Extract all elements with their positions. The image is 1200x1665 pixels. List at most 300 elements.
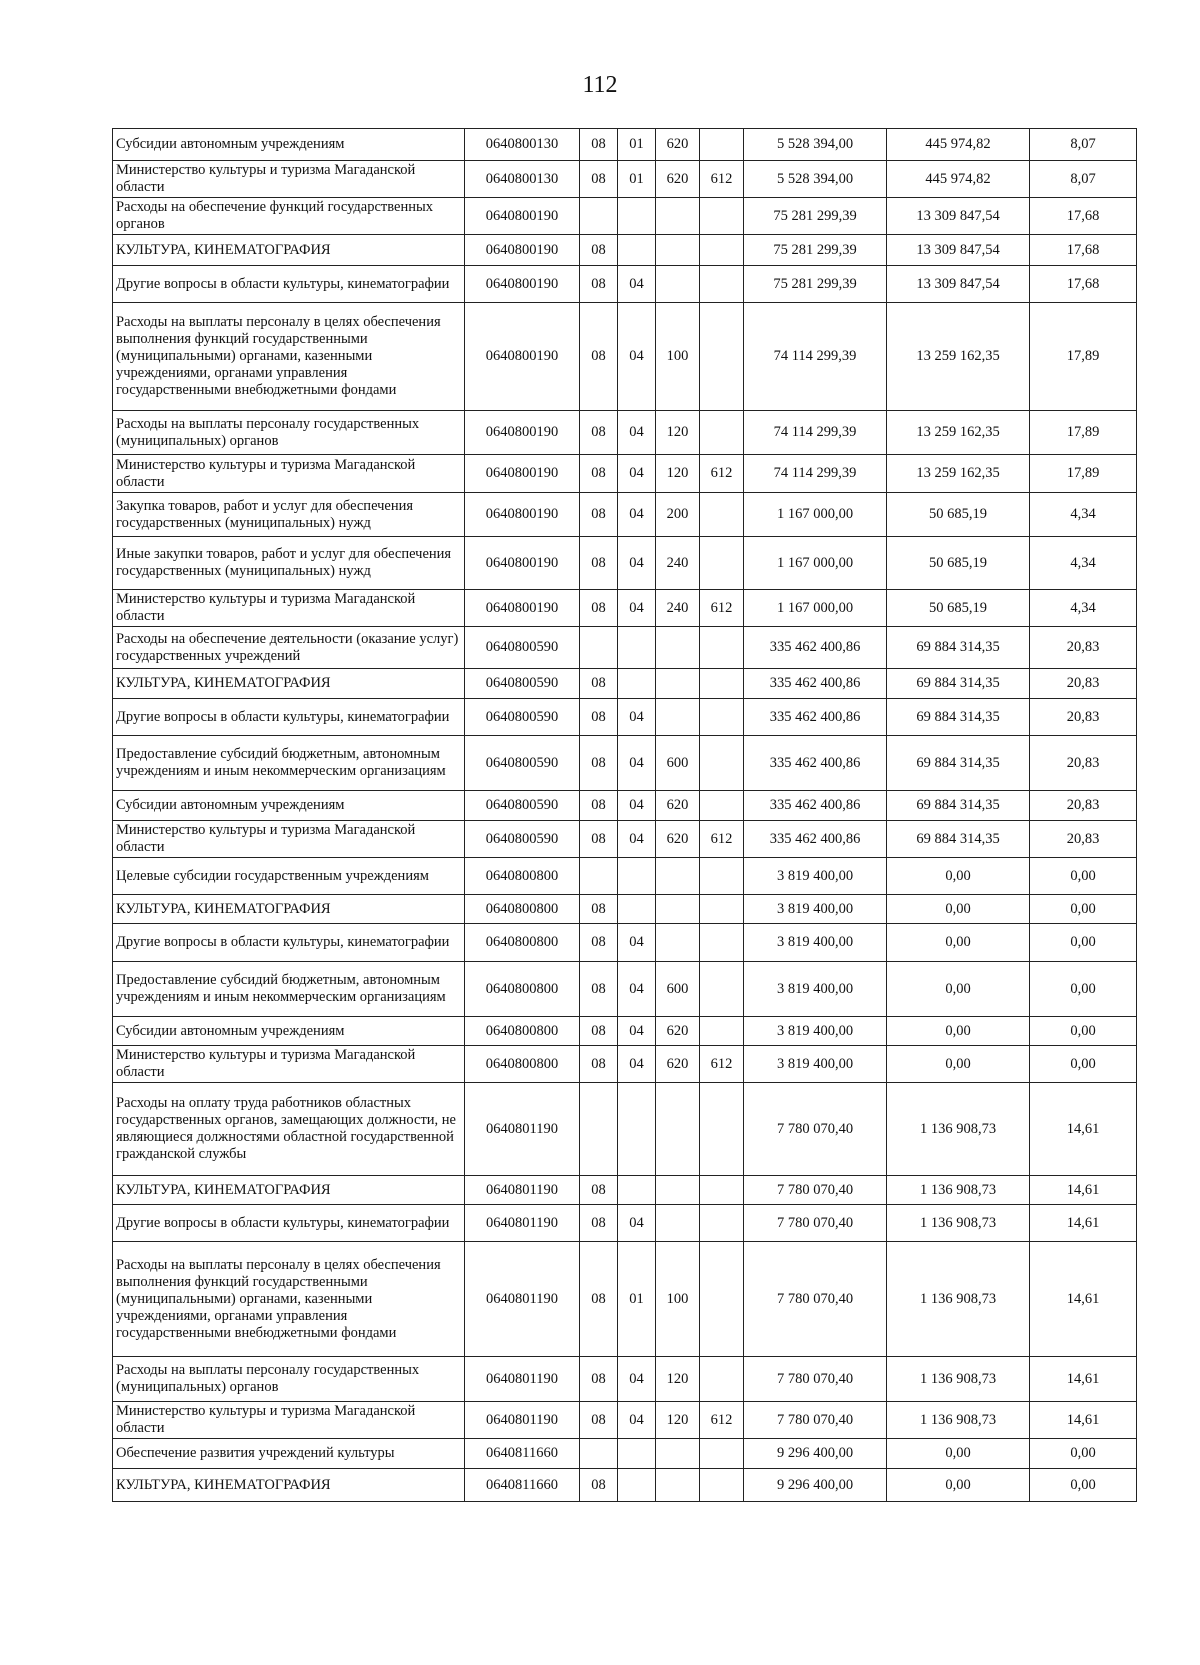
expense-type-cell: 620	[656, 161, 700, 198]
table-row	[113, 129, 1137, 161]
ministry-code-cell	[700, 895, 744, 924]
target-article-cell: 0640801190	[465, 1357, 580, 1402]
expense-type-cell: 120	[656, 411, 700, 455]
expense-name-cell: Министерство культуры и туризма Магаданской области	[113, 590, 465, 627]
expense-type-cell	[656, 858, 700, 895]
ministry-code-cell	[700, 235, 744, 266]
target-article-cell: 0640800190	[465, 537, 580, 590]
actual-amount-cell: 0,00	[887, 924, 1030, 962]
section-code-cell: 08	[580, 895, 618, 924]
target-article-cell: 0640800590	[465, 699, 580, 736]
ministry-code-cell	[700, 537, 744, 590]
subsection-code-cell	[618, 1439, 656, 1469]
section-code-cell: 08	[580, 1205, 618, 1242]
expense-type-cell	[656, 266, 700, 303]
ministry-code-cell: 612	[700, 1402, 744, 1439]
table-row	[113, 1017, 1137, 1046]
expense-name-cell: Министерство культуры и туризма Магаданской области	[113, 1402, 465, 1439]
subsection-code-cell	[618, 235, 656, 266]
actual-amount-cell: 0,00	[887, 1469, 1030, 1502]
expense-name-cell: КУЛЬТУРА, КИНЕМАТОГРАФИЯ	[113, 1469, 465, 1502]
expense-type-cell	[656, 669, 700, 699]
section-code-cell: 08	[580, 1357, 618, 1402]
expense-name-cell: Расходы на оплату труда работников областных государственных органов, замещающих должности, не являющиеся должностями областной государственной гражданской службы	[113, 1083, 465, 1176]
target-article-cell: 0640801190	[465, 1205, 580, 1242]
target-article-cell: 0640811660	[465, 1469, 580, 1502]
ministry-code-cell	[700, 1205, 744, 1242]
target-article-cell: 0640800190	[465, 266, 580, 303]
plan-amount-cell: 7 780 070,40	[744, 1402, 887, 1439]
actual-amount-cell: 50 685,19	[887, 493, 1030, 537]
expense-type-cell	[656, 924, 700, 962]
expense-name-cell: Иные закупки товаров, работ и услуг для обеспечения государственных (муниципальных) нужд	[113, 537, 465, 590]
subsection-code-cell: 04	[618, 962, 656, 1017]
expense-type-cell: 600	[656, 736, 700, 791]
plan-amount-cell: 3 819 400,00	[744, 858, 887, 895]
ministry-code-cell: 612	[700, 161, 744, 198]
actual-amount-cell: 0,00	[887, 1046, 1030, 1083]
target-article-cell: 0640800590	[465, 821, 580, 858]
expense-name-cell: Субсидии автономным учреждениям	[113, 791, 465, 821]
budget-table-body	[113, 129, 1137, 1502]
subsection-code-cell: 01	[618, 161, 656, 198]
ministry-code-cell: 612	[700, 821, 744, 858]
section-code-cell	[580, 1439, 618, 1469]
expense-name-cell: Закупка товаров, работ и услуг для обеспечения государственных (муниципальных) нужд	[113, 493, 465, 537]
plan-amount-cell: 5 528 394,00	[744, 129, 887, 161]
target-article-cell: 0640800190	[465, 493, 580, 537]
table-row	[113, 962, 1137, 1017]
ministry-code-cell	[700, 1017, 744, 1046]
expense-type-cell: 120	[656, 455, 700, 493]
plan-amount-cell: 3 819 400,00	[744, 1017, 887, 1046]
subsection-code-cell: 01	[618, 129, 656, 161]
execution-percent-cell: 0,00	[1030, 924, 1137, 962]
target-article-cell: 0640800190	[465, 235, 580, 266]
expense-type-cell: 200	[656, 493, 700, 537]
plan-amount-cell: 1 167 000,00	[744, 493, 887, 537]
plan-amount-cell: 7 780 070,40	[744, 1357, 887, 1402]
actual-amount-cell: 0,00	[887, 962, 1030, 1017]
section-code-cell: 08	[580, 699, 618, 736]
actual-amount-cell: 1 136 908,73	[887, 1205, 1030, 1242]
plan-amount-cell: 335 462 400,86	[744, 627, 887, 669]
table-row	[113, 266, 1137, 303]
target-article-cell: 0640800590	[465, 736, 580, 791]
expense-type-cell	[656, 198, 700, 235]
expense-name-cell: Предоставление субсидий бюджетным, автономным учреждениям и иным некоммерческим организациям	[113, 962, 465, 1017]
expense-name-cell: Другие вопросы в области культуры, кинематографии	[113, 1205, 465, 1242]
subsection-code-cell	[618, 1469, 656, 1502]
plan-amount-cell: 3 819 400,00	[744, 962, 887, 1017]
execution-percent-cell: 17,68	[1030, 198, 1137, 235]
execution-percent-cell: 17,68	[1030, 266, 1137, 303]
table-row	[113, 1469, 1137, 1502]
subsection-code-cell: 01	[618, 1242, 656, 1357]
table-row	[113, 1205, 1137, 1242]
table-row	[113, 1357, 1137, 1402]
target-article-cell: 0640800800	[465, 1046, 580, 1083]
expense-name-cell: Субсидии автономным учреждениям	[113, 1017, 465, 1046]
subsection-code-cell: 04	[618, 1017, 656, 1046]
table-row	[113, 198, 1137, 235]
ministry-code-cell	[700, 1357, 744, 1402]
section-code-cell: 08	[580, 1017, 618, 1046]
expense-name-cell: Другие вопросы в области культуры, кинематографии	[113, 266, 465, 303]
execution-percent-cell: 17,68	[1030, 235, 1137, 266]
expense-type-cell: 240	[656, 590, 700, 627]
expense-name-cell: КУЛЬТУРА, КИНЕМАТОГРАФИЯ	[113, 235, 465, 266]
subsection-code-cell: 04	[618, 699, 656, 736]
execution-percent-cell: 0,00	[1030, 1017, 1137, 1046]
actual-amount-cell: 1 136 908,73	[887, 1176, 1030, 1205]
expense-type-cell: 620	[656, 791, 700, 821]
target-article-cell: 0640800800	[465, 858, 580, 895]
plan-amount-cell: 335 462 400,86	[744, 791, 887, 821]
actual-amount-cell: 13 259 162,35	[887, 411, 1030, 455]
plan-amount-cell: 3 819 400,00	[744, 924, 887, 962]
actual-amount-cell: 69 884 314,35	[887, 821, 1030, 858]
subsection-code-cell: 04	[618, 411, 656, 455]
target-article-cell: 0640800190	[465, 198, 580, 235]
expense-type-cell	[656, 1176, 700, 1205]
ministry-code-cell	[700, 493, 744, 537]
execution-percent-cell: 8,07	[1030, 129, 1137, 161]
actual-amount-cell: 69 884 314,35	[887, 669, 1030, 699]
ministry-code-cell	[700, 303, 744, 411]
execution-percent-cell: 17,89	[1030, 411, 1137, 455]
actual-amount-cell: 69 884 314,35	[887, 627, 1030, 669]
expense-name-cell: Другие вопросы в области культуры, кинематографии	[113, 699, 465, 736]
plan-amount-cell: 5 528 394,00	[744, 161, 887, 198]
ministry-code-cell	[700, 266, 744, 303]
target-article-cell: 0640800800	[465, 962, 580, 1017]
expense-name-cell: Предоставление субсидий бюджетным, автономным учреждениям и иным некоммерческим организациям	[113, 736, 465, 791]
plan-amount-cell: 3 819 400,00	[744, 1046, 887, 1083]
expense-name-cell: Расходы на выплаты персоналу в целях обеспечения выполнения функций государственными (муниципальными) органами, казенными учреждениями, органами управления государственными внебюджетными фондами	[113, 1242, 465, 1357]
plan-amount-cell: 74 114 299,39	[744, 303, 887, 411]
expense-name-cell: Субсидии автономным учреждениям	[113, 129, 465, 161]
plan-amount-cell: 7 780 070,40	[744, 1176, 887, 1205]
subsection-code-cell	[618, 627, 656, 669]
subsection-code-cell: 04	[618, 590, 656, 627]
table-row	[113, 537, 1137, 590]
execution-percent-cell: 20,83	[1030, 821, 1137, 858]
execution-percent-cell: 0,00	[1030, 962, 1137, 1017]
subsection-code-cell	[618, 198, 656, 235]
target-article-cell: 0640801190	[465, 1402, 580, 1439]
expense-name-cell: Расходы на обеспечение деятельности (оказание услуг) государственных учреждений	[113, 627, 465, 669]
target-article-cell: 0640800190	[465, 411, 580, 455]
execution-percent-cell: 14,61	[1030, 1205, 1137, 1242]
subsection-code-cell: 04	[618, 303, 656, 411]
target-article-cell: 0640801190	[465, 1176, 580, 1205]
subsection-code-cell: 04	[618, 1402, 656, 1439]
expense-type-cell	[656, 627, 700, 669]
plan-amount-cell: 3 819 400,00	[744, 895, 887, 924]
plan-amount-cell: 335 462 400,86	[744, 821, 887, 858]
target-article-cell: 0640800130	[465, 161, 580, 198]
execution-percent-cell: 20,83	[1030, 791, 1137, 821]
expense-name-cell: Расходы на выплаты персоналу государственных (муниципальных) органов	[113, 1357, 465, 1402]
plan-amount-cell: 335 462 400,86	[744, 736, 887, 791]
section-code-cell: 08	[580, 537, 618, 590]
ministry-code-cell	[700, 1176, 744, 1205]
section-code-cell: 08	[580, 303, 618, 411]
ministry-code-cell: 612	[700, 455, 744, 493]
expense-type-cell: 620	[656, 1017, 700, 1046]
table-row	[113, 303, 1137, 411]
page-number: 112	[582, 72, 618, 98]
section-code-cell: 08	[580, 161, 618, 198]
section-code-cell: 08	[580, 1046, 618, 1083]
expense-name-cell: КУЛЬТУРА, КИНЕМАТОГРАФИЯ	[113, 1176, 465, 1205]
section-code-cell	[580, 1083, 618, 1176]
execution-percent-cell: 14,61	[1030, 1176, 1137, 1205]
actual-amount-cell: 1 136 908,73	[887, 1083, 1030, 1176]
section-code-cell: 08	[580, 1469, 618, 1502]
plan-amount-cell: 75 281 299,39	[744, 198, 887, 235]
section-code-cell: 08	[580, 736, 618, 791]
subsection-code-cell	[618, 858, 656, 895]
target-article-cell: 0640800190	[465, 590, 580, 627]
ministry-code-cell	[700, 1439, 744, 1469]
execution-percent-cell: 14,61	[1030, 1242, 1137, 1357]
ministry-code-cell	[700, 699, 744, 736]
section-code-cell: 08	[580, 411, 618, 455]
ministry-code-cell	[700, 411, 744, 455]
ministry-code-cell	[700, 962, 744, 1017]
actual-amount-cell: 0,00	[887, 895, 1030, 924]
table-row	[113, 736, 1137, 791]
execution-percent-cell: 0,00	[1030, 1046, 1137, 1083]
plan-amount-cell: 7 780 070,40	[744, 1205, 887, 1242]
table-row	[113, 821, 1137, 858]
section-code-cell: 08	[580, 821, 618, 858]
subsection-code-cell	[618, 1083, 656, 1176]
table-row	[113, 791, 1137, 821]
section-code-cell	[580, 858, 618, 895]
subsection-code-cell	[618, 1176, 656, 1205]
expense-name-cell: Министерство культуры и туризма Магаданской области	[113, 1046, 465, 1083]
subsection-code-cell: 04	[618, 1357, 656, 1402]
target-article-cell: 0640800800	[465, 895, 580, 924]
expense-name-cell: КУЛЬТУРА, КИНЕМАТОГРАФИЯ	[113, 895, 465, 924]
subsection-code-cell: 04	[618, 493, 656, 537]
section-code-cell: 08	[580, 1242, 618, 1357]
table-row	[113, 858, 1137, 895]
target-article-cell: 0640800190	[465, 303, 580, 411]
execution-percent-cell: 0,00	[1030, 895, 1137, 924]
target-article-cell: 0640800130	[465, 129, 580, 161]
table-row	[113, 493, 1137, 537]
execution-percent-cell: 20,83	[1030, 669, 1137, 699]
table-row	[113, 669, 1137, 699]
execution-percent-cell: 20,83	[1030, 736, 1137, 791]
ministry-code-cell	[700, 1083, 744, 1176]
section-code-cell: 08	[580, 455, 618, 493]
expense-type-cell	[656, 1439, 700, 1469]
plan-amount-cell: 7 780 070,40	[744, 1242, 887, 1357]
plan-amount-cell: 9 296 400,00	[744, 1469, 887, 1502]
plan-amount-cell: 75 281 299,39	[744, 235, 887, 266]
execution-percent-cell: 8,07	[1030, 161, 1137, 198]
table-row	[113, 590, 1137, 627]
actual-amount-cell: 50 685,19	[887, 537, 1030, 590]
plan-amount-cell: 75 281 299,39	[744, 266, 887, 303]
plan-amount-cell: 335 462 400,86	[744, 669, 887, 699]
plan-amount-cell: 7 780 070,40	[744, 1083, 887, 1176]
table-row	[113, 1046, 1137, 1083]
section-code-cell: 08	[580, 924, 618, 962]
table-row	[113, 1176, 1137, 1205]
subsection-code-cell	[618, 669, 656, 699]
target-article-cell: 0640801190	[465, 1242, 580, 1357]
ministry-code-cell: 612	[700, 1046, 744, 1083]
table-row	[113, 455, 1137, 493]
actual-amount-cell: 69 884 314,35	[887, 736, 1030, 791]
execution-percent-cell: 0,00	[1030, 1469, 1137, 1502]
expense-type-cell: 100	[656, 303, 700, 411]
expense-type-cell	[656, 1083, 700, 1176]
actual-amount-cell: 0,00	[887, 1439, 1030, 1469]
target-article-cell: 0640800590	[465, 669, 580, 699]
actual-amount-cell: 445 974,82	[887, 129, 1030, 161]
ministry-code-cell	[700, 736, 744, 791]
plan-amount-cell: 9 296 400,00	[744, 1439, 887, 1469]
expense-type-cell: 620	[656, 821, 700, 858]
section-code-cell	[580, 198, 618, 235]
execution-percent-cell: 20,83	[1030, 627, 1137, 669]
execution-percent-cell: 4,34	[1030, 590, 1137, 627]
ministry-code-cell	[700, 129, 744, 161]
section-code-cell: 08	[580, 1176, 618, 1205]
execution-percent-cell: 14,61	[1030, 1083, 1137, 1176]
actual-amount-cell: 50 685,19	[887, 590, 1030, 627]
expense-name-cell: КУЛЬТУРА, КИНЕМАТОГРАФИЯ	[113, 669, 465, 699]
expense-type-cell	[656, 1469, 700, 1502]
section-code-cell: 08	[580, 1402, 618, 1439]
execution-percent-cell: 0,00	[1030, 858, 1137, 895]
actual-amount-cell: 13 309 847,54	[887, 266, 1030, 303]
execution-percent-cell: 14,61	[1030, 1357, 1137, 1402]
subsection-code-cell: 04	[618, 791, 656, 821]
execution-percent-cell: 4,34	[1030, 537, 1137, 590]
subsection-code-cell	[618, 895, 656, 924]
table-row	[113, 1402, 1137, 1439]
expense-type-cell	[656, 235, 700, 266]
table-row	[113, 1083, 1137, 1176]
ministry-code-cell	[700, 791, 744, 821]
table-row	[113, 411, 1137, 455]
execution-percent-cell: 20,83	[1030, 699, 1137, 736]
table-row	[113, 235, 1137, 266]
execution-percent-cell: 17,89	[1030, 455, 1137, 493]
expense-type-cell: 620	[656, 129, 700, 161]
expense-name-cell: Обеспечение развития учреждений культуры	[113, 1439, 465, 1469]
expense-name-cell: Расходы на выплаты персоналу государственных (муниципальных) органов	[113, 411, 465, 455]
target-article-cell: 0640800800	[465, 924, 580, 962]
subsection-code-cell: 04	[618, 736, 656, 791]
expense-name-cell: Расходы на выплаты персоналу в целях обеспечения выполнения функций государственными (муниципальными) органами, казенными учреждениями, органами управления государственными внебюджетными фондами	[113, 303, 465, 411]
expense-name-cell: Другие вопросы в области культуры, кинематографии	[113, 924, 465, 962]
expense-type-cell: 120	[656, 1357, 700, 1402]
section-code-cell: 08	[580, 493, 618, 537]
expense-name-cell: Министерство культуры и туризма Магаданской области	[113, 821, 465, 858]
section-code-cell: 08	[580, 669, 618, 699]
execution-percent-cell: 4,34	[1030, 493, 1137, 537]
actual-amount-cell: 13 309 847,54	[887, 198, 1030, 235]
execution-percent-cell: 14,61	[1030, 1402, 1137, 1439]
expense-name-cell: Министерство культуры и туризма Магаданской области	[113, 455, 465, 493]
actual-amount-cell: 13 259 162,35	[887, 455, 1030, 493]
actual-amount-cell: 1 136 908,73	[887, 1357, 1030, 1402]
section-code-cell	[580, 627, 618, 669]
expense-type-cell: 620	[656, 1046, 700, 1083]
actual-amount-cell: 1 136 908,73	[887, 1402, 1030, 1439]
expense-type-cell	[656, 699, 700, 736]
target-article-cell: 0640801190	[465, 1083, 580, 1176]
table-row	[113, 161, 1137, 198]
execution-percent-cell: 17,89	[1030, 303, 1137, 411]
expense-type-cell	[656, 895, 700, 924]
plan-amount-cell: 335 462 400,86	[744, 699, 887, 736]
target-article-cell: 0640800190	[465, 455, 580, 493]
actual-amount-cell: 13 259 162,35	[887, 303, 1030, 411]
expense-type-cell: 120	[656, 1402, 700, 1439]
target-article-cell: 0640811660	[465, 1439, 580, 1469]
plan-amount-cell: 74 114 299,39	[744, 411, 887, 455]
expense-name-cell: Министерство культуры и туризма Магаданской области	[113, 161, 465, 198]
table-row	[113, 895, 1137, 924]
actual-amount-cell: 445 974,82	[887, 161, 1030, 198]
section-code-cell: 08	[580, 235, 618, 266]
actual-amount-cell: 0,00	[887, 858, 1030, 895]
section-code-cell: 08	[580, 791, 618, 821]
execution-percent-cell: 0,00	[1030, 1439, 1137, 1469]
section-code-cell: 08	[580, 590, 618, 627]
actual-amount-cell: 69 884 314,35	[887, 699, 1030, 736]
target-article-cell: 0640800800	[465, 1017, 580, 1046]
subsection-code-cell: 04	[618, 455, 656, 493]
plan-amount-cell: 1 167 000,00	[744, 590, 887, 627]
table-row	[113, 1439, 1137, 1469]
ministry-code-cell	[700, 669, 744, 699]
subsection-code-cell: 04	[618, 924, 656, 962]
ministry-code-cell	[700, 627, 744, 669]
target-article-cell: 0640800590	[465, 791, 580, 821]
plan-amount-cell: 74 114 299,39	[744, 455, 887, 493]
expense-name-cell: Расходы на обеспечение функций государственных органов	[113, 198, 465, 235]
expense-type-cell: 100	[656, 1242, 700, 1357]
subsection-code-cell: 04	[618, 1046, 656, 1083]
subsection-code-cell: 04	[618, 821, 656, 858]
table-row	[113, 627, 1137, 669]
plan-amount-cell: 1 167 000,00	[744, 537, 887, 590]
ministry-code-cell	[700, 1469, 744, 1502]
actual-amount-cell: 69 884 314,35	[887, 791, 1030, 821]
table-row	[113, 1242, 1137, 1357]
subsection-code-cell: 04	[618, 266, 656, 303]
actual-amount-cell: 13 309 847,54	[887, 235, 1030, 266]
ministry-code-cell	[700, 1242, 744, 1357]
expense-name-cell: Целевые субсидии государственным учреждениям	[113, 858, 465, 895]
ministry-code-cell	[700, 924, 744, 962]
table-row	[113, 924, 1137, 962]
ministry-code-cell	[700, 858, 744, 895]
target-article-cell: 0640800590	[465, 627, 580, 669]
ministry-code-cell: 612	[700, 590, 744, 627]
